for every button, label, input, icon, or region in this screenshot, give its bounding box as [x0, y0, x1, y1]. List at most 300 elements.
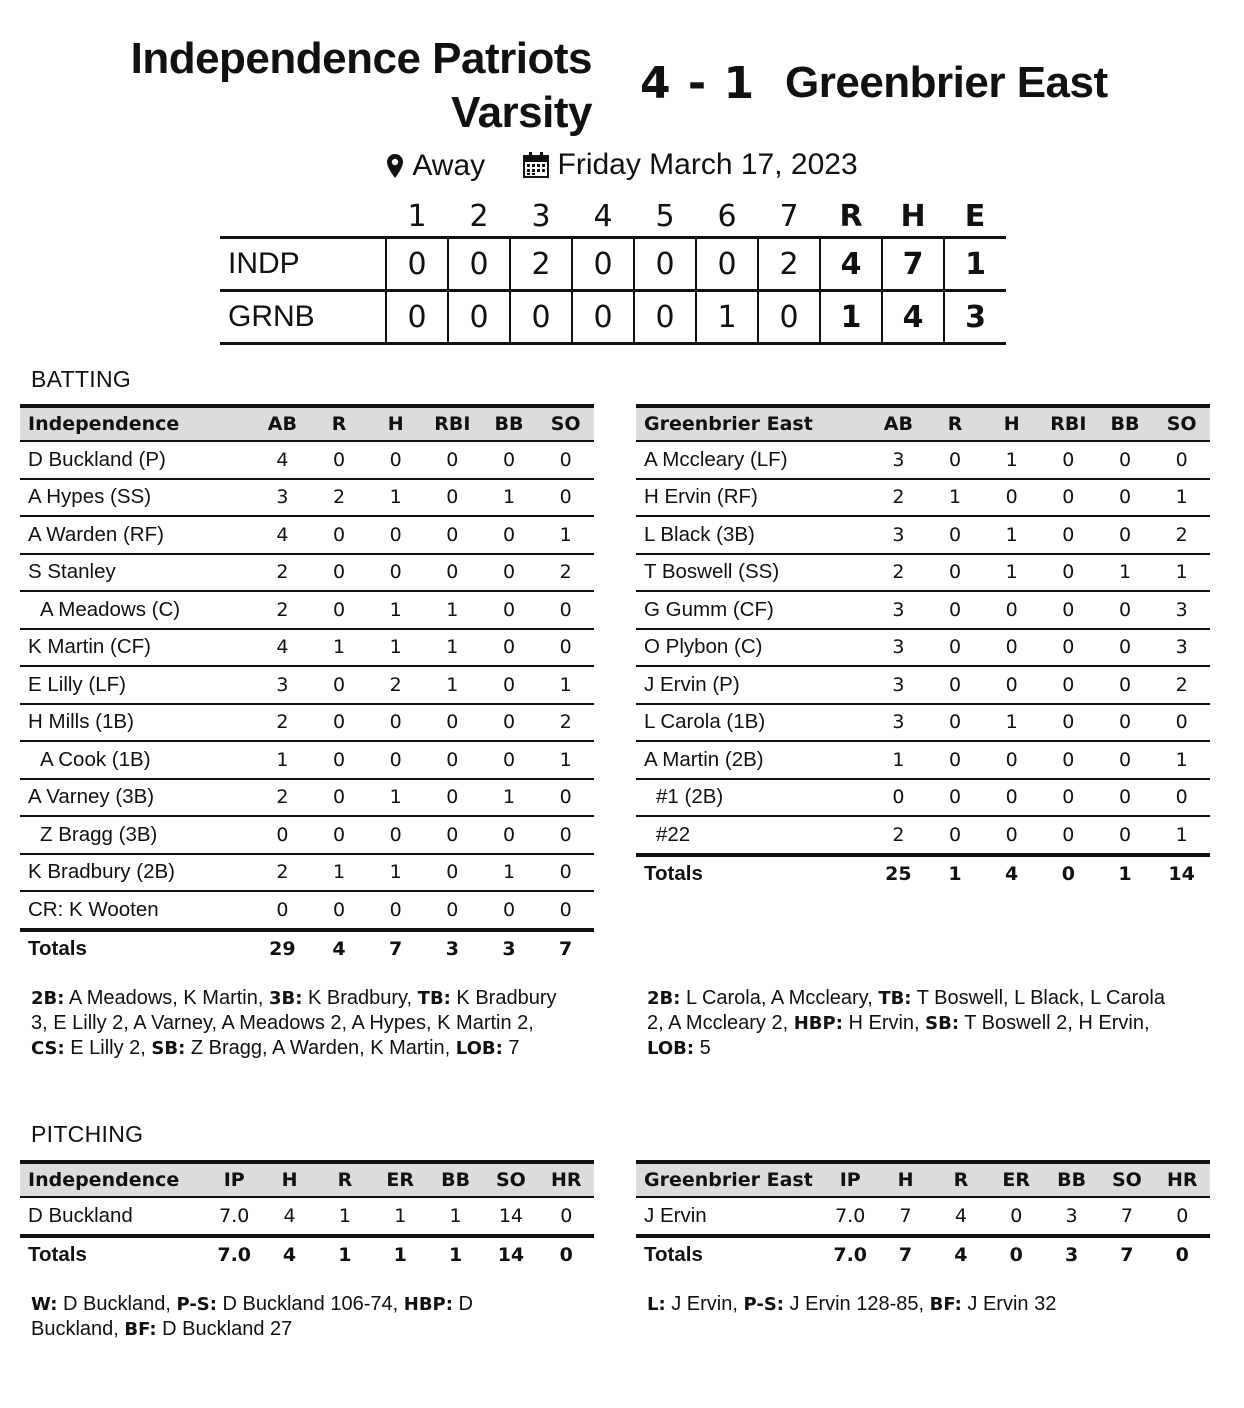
stat-cell: 0 [1040, 441, 1097, 479]
stat-cell: 1 [424, 666, 481, 704]
stat-cell: 0 [1040, 516, 1097, 554]
batting-table-greenbrier [636, 404, 1210, 892]
stat-cell: 0 [1097, 629, 1154, 667]
note-key: HBP: [403, 1294, 453, 1315]
location-text: Away [412, 149, 486, 182]
stat-column-header: RBI [1050, 413, 1087, 435]
stat-cell: 3 [1153, 591, 1210, 629]
note-key: P-S: [176, 1294, 217, 1315]
player-row [636, 741, 1210, 779]
stat-cell: 14 [483, 1197, 538, 1236]
totals-cell: 1 [1118, 863, 1132, 886]
inning-score: 0 [386, 238, 448, 291]
player-row [20, 554, 594, 592]
player-name: A Cook (1B) [20, 741, 254, 779]
note-value: D Buckland, [31, 1293, 473, 1340]
player-name: H Mills (1B) [20, 704, 254, 742]
inning-header: 6 [717, 198, 737, 234]
stat-cell: 4 [254, 441, 311, 479]
errors-header: E [964, 198, 986, 234]
stat-cell: 1 [424, 591, 481, 629]
stat-cell: 2 [537, 704, 594, 742]
stat-cell: 0 [424, 854, 481, 892]
stat-cell: 2 [1153, 666, 1210, 704]
stat-cell: 0 [424, 441, 481, 479]
note-key: 2B: [647, 988, 681, 1009]
player-row [636, 479, 1210, 517]
stat-cell: 2 [254, 779, 311, 817]
player-name: A Warden (RF) [20, 516, 254, 554]
note-value: J Ervin, [665, 1293, 744, 1315]
linescore-team-header [220, 196, 386, 238]
totals-label: Totals [644, 862, 703, 886]
player-name: L Carola (1B) [636, 704, 870, 742]
stat-cell: 1 [367, 629, 424, 667]
stat-cell: 0 [1097, 666, 1154, 704]
stat-cell: 3 [254, 479, 311, 517]
stat-cell: 0 [1153, 779, 1210, 817]
stat-cell: 0 [983, 666, 1040, 704]
linescore-team: GRNB [228, 300, 315, 333]
stat-cell: 0 [481, 891, 538, 930]
player-name: G Gumm (CF) [636, 591, 870, 629]
totals-cell: 25 [885, 863, 912, 886]
totals-cell: 7 [389, 938, 403, 961]
stat-cell: 0 [927, 741, 984, 779]
totals-cell: 14 [497, 1244, 525, 1267]
note-value: D Buckland 27 [156, 1318, 293, 1340]
stat-cell: 0 [1097, 704, 1154, 742]
stat-cell: 0 [424, 516, 481, 554]
home-team-line1: Independence Patriots [130, 34, 592, 83]
stat-cell: 0 [983, 479, 1040, 517]
stat-cell: 4 [262, 1197, 317, 1236]
stat-cell: 0 [481, 629, 538, 667]
totals-cell: 7 [559, 938, 573, 961]
note-key: CS: [31, 1038, 65, 1059]
totals-cell: 0 [559, 1244, 573, 1267]
inning-header: 3 [531, 198, 551, 234]
note-key: LOB: [647, 1038, 695, 1059]
batting-notes-greenbrier [647, 986, 1177, 1061]
note-key: SB: [151, 1038, 186, 1059]
stat-column-header: SO [496, 1169, 526, 1191]
stat-cell: 0 [481, 704, 538, 742]
calendar-icon [522, 151, 550, 179]
stat-cell: 1 [537, 741, 594, 779]
stat-cell: 0 [311, 704, 368, 742]
stat-cell: 0 [424, 891, 481, 930]
stat-cell: 0 [927, 516, 984, 554]
note-value: J Ervin 128-85, [783, 1293, 930, 1315]
stat-column-header: H [387, 413, 404, 435]
note-value: H Ervin, [842, 1012, 926, 1034]
stat-cell: 0 [1040, 479, 1097, 517]
totals-label: Totals [28, 937, 87, 961]
stat-cell: 1 [983, 704, 1040, 742]
linescore-row-away [220, 291, 1006, 344]
note-value: T Boswell, L Black, L Carola 2, A Mccleary 2, [647, 987, 1165, 1034]
player-row [636, 666, 1210, 704]
stat-column-header: H [1003, 413, 1020, 435]
date-text: Friday March 17, 2023 [557, 148, 858, 181]
stat-cell: 0 [1153, 704, 1210, 742]
stat-cell: 2 [870, 816, 927, 855]
stat-cell: 0 [537, 891, 594, 930]
inning-score: 0 [510, 291, 572, 344]
stat-column-header: H [897, 1169, 914, 1191]
stat-cell: 0 [537, 479, 594, 517]
player-name: J Ervin [636, 1197, 823, 1236]
stat-cell: 0 [927, 629, 984, 667]
player-name: #1 (2B) [636, 779, 870, 817]
stat-column-header: R [337, 1169, 353, 1191]
note-key: HBP: [793, 1013, 843, 1034]
stat-cell: 0 [481, 554, 538, 592]
stat-cell: 1 [1153, 816, 1210, 855]
note-value: 7 [502, 1037, 520, 1059]
runs-total: 1 [820, 291, 882, 344]
stat-column-header: HR [551, 1169, 582, 1191]
totals-cell: 7.0 [217, 1244, 252, 1267]
stat-cell: 1 [424, 629, 481, 667]
location [386, 149, 485, 183]
stat-cell: 0 [481, 591, 538, 629]
note-value: A Meadows, K Martin, [64, 987, 269, 1009]
stat-cell: 3 [870, 441, 927, 479]
stat-cell: 0 [1097, 516, 1154, 554]
stat-cell: 0 [983, 816, 1040, 855]
stat-cell: 2 [537, 554, 594, 592]
player-row [636, 629, 1210, 667]
stat-cell: 0 [537, 816, 594, 854]
stat-cell: 0 [367, 891, 424, 930]
inning-header: 5 [655, 198, 675, 234]
note-key: BF: [929, 1294, 962, 1315]
inning-score: 2 [758, 238, 820, 291]
stat-cell: 7.0 [207, 1197, 262, 1236]
stat-cell: 2 [311, 479, 368, 517]
player-name: K Martin (CF) [20, 629, 254, 667]
inning-header: 1 [407, 198, 427, 234]
note-key: 2B: [31, 988, 65, 1009]
stat-cell: 0 [927, 591, 984, 629]
stat-cell: 0 [1097, 741, 1154, 779]
inning-score: 0 [634, 291, 696, 344]
player-name: H Ervin (RF) [636, 479, 870, 517]
stat-cell: 0 [424, 816, 481, 854]
stat-cell: 1 [870, 741, 927, 779]
stat-cell: 4 [254, 516, 311, 554]
stat-cell: 4 [254, 629, 311, 667]
player-row [20, 629, 594, 667]
stat-cell: 7 [1099, 1197, 1154, 1236]
note-key: LOB: [455, 1038, 503, 1059]
totals-cell: 4 [954, 1244, 968, 1267]
player-name: J Ervin (P) [636, 666, 870, 704]
stat-column-header: H [281, 1169, 298, 1191]
stat-cell: 1 [1153, 554, 1210, 592]
player-row [636, 1197, 1210, 1236]
stat-cell: 1 [481, 479, 538, 517]
stat-cell: 0 [311, 741, 368, 779]
stat-cell: 0 [537, 591, 594, 629]
stat-cell: 1 [373, 1197, 428, 1236]
stat-cell: 0 [1097, 816, 1154, 855]
player-row [20, 591, 594, 629]
game-meta [0, 148, 1244, 187]
stat-cell: 0 [1097, 591, 1154, 629]
totals-label: Totals [644, 1243, 703, 1267]
stat-cell: 0 [311, 441, 368, 479]
batting-notes-independence [31, 986, 561, 1061]
stat-cell: 0 [1040, 779, 1097, 817]
stat-cell: 0 [367, 441, 424, 479]
totals-cell: 3 [502, 938, 516, 961]
totals-row [20, 1236, 594, 1274]
inning-header: 2 [469, 198, 489, 234]
stat-cell: 1 [537, 666, 594, 704]
stat-cell: 0 [927, 816, 984, 855]
runs-total: 4 [820, 238, 882, 291]
stat-cell: 0 [1040, 816, 1097, 855]
pitching-section-label: PITCHING [31, 1121, 144, 1147]
team-column-header: Greenbrier East [644, 1169, 813, 1191]
totals-cell: 0 [1061, 863, 1075, 886]
note-value: Z Bragg, A Warden, K Martin, [185, 1037, 456, 1059]
stat-cell: 1 [367, 479, 424, 517]
stat-cell: 0 [537, 854, 594, 892]
errors-total: 3 [944, 291, 1006, 344]
pitching-notes-independence [31, 1292, 561, 1342]
stat-column-header: AB [883, 413, 913, 435]
totals-cell: 7.0 [833, 1244, 868, 1267]
totals-cell: 3 [1064, 1244, 1079, 1267]
stat-cell: 1 [1097, 554, 1154, 592]
inning-score: 0 [386, 291, 448, 344]
inning-header: 7 [779, 198, 799, 234]
stat-column-header: BB [441, 1169, 471, 1191]
totals-cell: 4 [1005, 863, 1019, 886]
hits-total: 4 [882, 291, 944, 344]
hits-header: H [900, 198, 926, 234]
totals-cell: 29 [269, 938, 296, 961]
stat-cell: 7 [878, 1197, 933, 1236]
stat-cell: 2 [254, 854, 311, 892]
player-name: L Black (3B) [636, 516, 870, 554]
stat-cell: 0 [1040, 666, 1097, 704]
player-row [20, 854, 594, 892]
note-value: J Ervin 32 [961, 1293, 1057, 1315]
stat-column-header: SO [1112, 1169, 1142, 1191]
stat-cell: 0 [481, 516, 538, 554]
stat-cell: 2 [254, 591, 311, 629]
player-row [636, 554, 1210, 592]
stat-cell: 0 [1097, 479, 1154, 517]
player-name: CR: K Wooten [20, 891, 254, 930]
stat-cell: 0 [927, 704, 984, 742]
stat-cell: 0 [367, 741, 424, 779]
stat-cell: 3 [870, 704, 927, 742]
player-row [20, 479, 594, 517]
stat-column-header: R [953, 1169, 969, 1191]
player-row [636, 704, 1210, 742]
note-key: P-S: [743, 1294, 784, 1315]
note-value: 5 [694, 1037, 711, 1059]
stat-cell: 1 [428, 1197, 483, 1236]
stat-cell: 0 [1155, 1197, 1210, 1236]
final-score: 4 - 1 [640, 58, 756, 109]
note-key: W: [31, 1294, 58, 1315]
stat-column-header: IP [223, 1169, 245, 1191]
stat-cell: 0 [481, 741, 538, 779]
player-row [20, 516, 594, 554]
errors-total: 1 [944, 238, 1006, 291]
player-name: A Mccleary (LF) [636, 441, 870, 479]
stat-cell: 0 [983, 779, 1040, 817]
inning-score: 0 [572, 238, 634, 291]
stat-column-header: RBI [434, 413, 471, 435]
stat-cell: 0 [311, 554, 368, 592]
totals-row [636, 855, 1210, 893]
player-name: T Boswell (SS) [636, 554, 870, 592]
stat-cell: 3 [1044, 1197, 1099, 1236]
player-row [636, 591, 1210, 629]
stat-cell: 1 [367, 854, 424, 892]
stat-column-header: ER [1002, 1169, 1031, 1191]
stat-cell: 0 [983, 741, 1040, 779]
stat-cell: 2 [870, 554, 927, 592]
totals-cell: 3 [445, 938, 459, 961]
stat-cell: 2 [254, 554, 311, 592]
player-name: A Martin (2B) [636, 741, 870, 779]
totals-cell: 0 [1009, 1244, 1023, 1267]
player-name: A Meadows (C) [20, 591, 254, 629]
linescore-team: INDP [228, 247, 300, 280]
stat-column-header: BB [1110, 413, 1140, 435]
stat-cell: 2 [1153, 516, 1210, 554]
stat-cell: 1 [983, 516, 1040, 554]
stat-cell: 4 [933, 1197, 988, 1236]
team-column-header: Greenbrier East [644, 413, 813, 435]
stat-cell: 0 [1040, 629, 1097, 667]
stat-column-header: HR [1167, 1169, 1198, 1191]
stat-cell: 0 [537, 629, 594, 667]
totals-row [636, 1236, 1210, 1274]
note-value: E Lilly 2, [64, 1037, 152, 1059]
stat-cell: 0 [481, 666, 538, 704]
player-row [20, 891, 594, 930]
note-key: SB: [925, 1013, 960, 1034]
linescore-table [220, 196, 1006, 345]
stat-cell: 0 [870, 779, 927, 817]
stat-column-header: BB [494, 413, 524, 435]
totals-cell: 14 [1168, 863, 1195, 886]
stat-cell: 1 [481, 779, 538, 817]
stat-cell: 0 [537, 779, 594, 817]
stat-cell: 0 [927, 554, 984, 592]
player-name: A Varney (3B) [20, 779, 254, 817]
totals-label: Totals [28, 1243, 87, 1267]
stat-cell: 1 [367, 591, 424, 629]
stat-cell: 1 [927, 479, 984, 517]
stat-cell: 1 [1153, 479, 1210, 517]
stat-cell: 0 [481, 816, 538, 854]
inning-score: 0 [696, 238, 758, 291]
stat-cell: 3 [870, 629, 927, 667]
table-header-row [636, 406, 1210, 441]
stat-cell: 0 [311, 666, 368, 704]
stat-cell: 0 [311, 891, 368, 930]
stat-cell: 0 [1097, 779, 1154, 817]
player-row [20, 1197, 594, 1236]
pitching-table-independence [20, 1160, 594, 1273]
stat-cell: 2 [367, 666, 424, 704]
player-row [20, 704, 594, 742]
team-column-header: Independence [28, 1169, 180, 1191]
inning-score: 0 [448, 238, 510, 291]
note-value: L Carola, A Mccleary, [680, 987, 879, 1009]
stat-cell: 1 [537, 516, 594, 554]
player-name: S Stanley [20, 554, 254, 592]
player-row [20, 741, 594, 779]
stat-cell: 1 [983, 554, 1040, 592]
table-header-row [636, 1162, 1210, 1197]
stat-cell: 3 [254, 666, 311, 704]
stat-column-header: ER [386, 1169, 415, 1191]
player-name: E Lilly (LF) [20, 666, 254, 704]
stat-cell: 0 [424, 704, 481, 742]
totals-cell: 1 [393, 1244, 407, 1267]
stat-cell: 0 [424, 779, 481, 817]
note-value: D Buckland 106-74, [216, 1293, 404, 1315]
stat-column-header: SO [1166, 413, 1197, 435]
totals-cell: 7 [898, 1244, 913, 1267]
pitching-table-greenbrier [636, 1160, 1210, 1273]
note-key: 3B: [268, 988, 303, 1009]
stat-cell: 0 [311, 591, 368, 629]
player-row [636, 441, 1210, 479]
totals-cell: 4 [332, 938, 346, 961]
stat-column-header: SO [550, 413, 581, 435]
note-value: D Buckland, [57, 1293, 177, 1315]
stat-cell: 0 [424, 554, 481, 592]
inning-score: 0 [448, 291, 510, 344]
stat-cell: 1 [254, 741, 311, 779]
table-header-row [20, 406, 594, 441]
home-team-name [0, 32, 592, 140]
stat-cell: 0 [311, 516, 368, 554]
totals-cell: 4 [282, 1244, 297, 1267]
stat-cell: 0 [367, 516, 424, 554]
note-key: BF: [124, 1319, 157, 1340]
stat-cell: 1 [367, 779, 424, 817]
totals-cell: 1 [448, 1244, 463, 1267]
stat-cell: 0 [481, 441, 538, 479]
game-date [522, 148, 858, 182]
stat-cell: 1 [481, 854, 538, 892]
note-value: K Bradbury 3, E Lilly 2, A Varney, A Meadows 2, A Hypes, K Martin 2, [31, 987, 557, 1034]
player-name: K Bradbury (2B) [20, 854, 254, 892]
player-name: D Buckland (P) [20, 441, 254, 479]
linescore-row-home [220, 238, 1006, 291]
totals-row [20, 930, 594, 968]
totals-cell: 1 [338, 1244, 352, 1267]
stat-cell: 0 [311, 816, 368, 854]
inning-header: 4 [593, 198, 613, 234]
stat-cell: 0 [254, 816, 311, 854]
inning-score: 0 [758, 291, 820, 344]
